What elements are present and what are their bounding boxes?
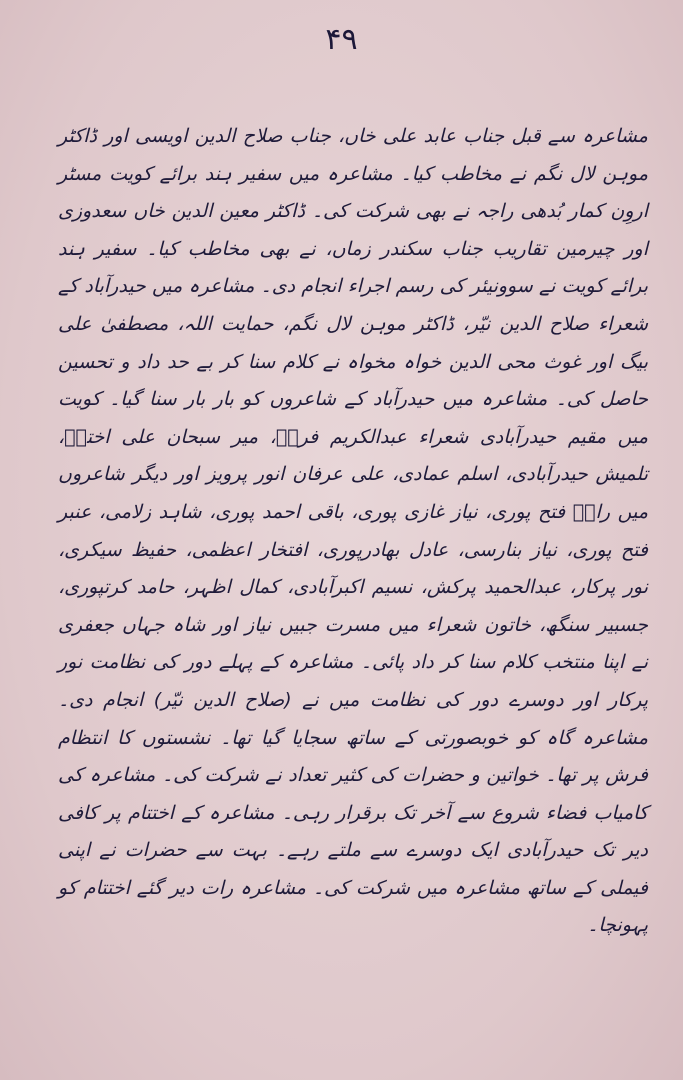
body-text — [58, 118, 648, 945]
page-number: ۴۹ — [325, 22, 358, 57]
paragraph: مشاعرہ سے قبل جناب عابد علی خاں، جناب صلاح الدین اویسی اور ڈاکٹر موہن لال نگم نے مخاطب کیا۔ مشاعرہ میں سفیر ہند برائے کویت مسٹر اروِن کمار بُدھی راجہ نے بھی شرکت کی۔ ڈاکٹر معین الدین خاں سعدوزی اور چیرمین تقاریب جناب سکندر زماں، نے بھی مخاطب کیا۔ سفیر ہند برائے کویت نے سوونیئر کی رسم اجراء انجام دی۔ مشاعرہ میں حیدرآباد کے شعراء صلاح الدین نیّر، ڈاکٹر موہن لال نگم، حمایت اللہ، مصطفیٰ علی بیگ اور غوث محی الدین خواہ مخواہ نے کلام سنا کر بے حد داد و تحسین حاصل کی۔ مشاعرہ میں حیدرآباد کے شاعروں کو بار بار سنا گیا۔ کویت میں مقیم حیدرآبادی شعراء عبدالکریم فرزؔ، میر سبحان علی اخترؔ، تلمیش حیدرآبادی، اسلم عمادی، علی عرفان انور پرویز اور دیگر شاعروں میں رازؔ فتح پوری، نیاز غازی پوری، باقی احمد پوری، شاہد زلامی، عنبر فتح پوری، نیاز بنارسی، عادل بھادرپوری، افتخار اعظمی، حفیظ سیکری، نور پرکار، عبدالحمید پرکش، نسیم اکبرآبادی، کمال اظہر، حامد کرتپوری، جسبیر سنگھ، خاتون شعراء میں مسرت جبیں نیاز اور شاہ جہاں جعفری نے اپنا منتخب کلام سنا کر داد پائی۔ مشاعرہ کے پہلے دور کی نظامت نور پرکار اور دوسرے دور کی نظامت میں نے (صلاح الدین نیّر) انجام دی۔ مشاعرہ گاہ کو خوبصورتی کے ساتھ سجایا گیا تھا۔ نشستوں کا انتظام فرش پر تھا۔ خواتین و حضرات کی کثیر تعداد نے شرکت کی۔ مشاعرہ کی کامیاب فضاء شروع سے آخر تک برقرار رہی۔ مشاعرہ کے اختتام پر کافی دیر تک حیدرآبادی ایک دوسرے سے ملتے رہے۔ بہت سے حضرات نے اپنی فیملی کے ساتھ مشاعرہ میں شرکت کی۔ مشاعرہ رات دیر گئے اختتام کو پہونچا۔ — [58, 125, 648, 937]
